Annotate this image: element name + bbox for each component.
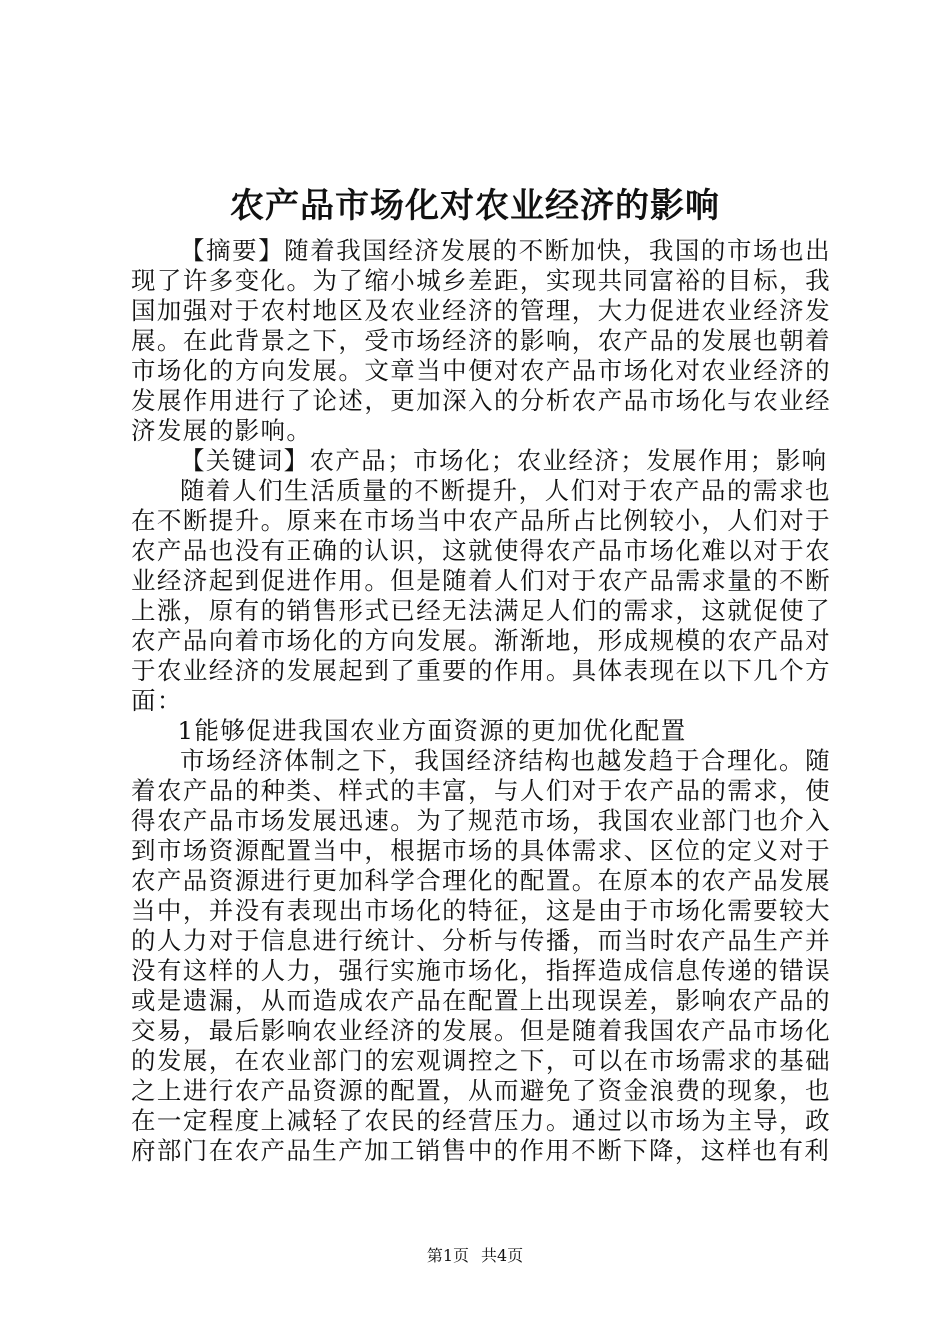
page-total: 共4页 (481, 1246, 524, 1265)
body-paragraph: 市场经济体制之下，我国经济结构也越发趋于合理化。随着农产品的种类、样式的丰富，与人们对于农产品的需求，使得农产品市场发展迅速。为了规范市场，我国农业部门也介入到市场资源配置当中，根据市场的具体需求、区位的定义对于农产品资源进行更加科学合理化的配置。在原本的农产品发展当中，并没有表现出市场化的特征，这是由于市场化需要较大的人力对于信息进行统计、分析与传播，而当时农产品生产并没有这样的人力，强行实施市场化，指挥造成信息传递的错误或是遗漏，从而造成农产品在配置上出现误差，影响农产品的交易，最后影响农业经济的发展。但是随着我国农产品市场化的发展，在农业部门的宏观调控之下，可以在市场需求的基础之上进行农产品资源的配置，从而避免了资金浪费的现象，也在一定程度上减轻了农民的经营压力。通过以市场为主导，政府部门在农产品生产加工销售中的作用不断下降，这样也有利 (131, 746, 831, 1165)
intro-paragraph: 随着人们生活质量的不断提升，人们对于农产品的需求也在不断提升。原来在市场当中农产品所占比例较小，人们对于农产品也没有正确的认识，这就使得农产品市场化难以对于农业经济起到促进作用。但是随着人们对于农产品需求量的不断上涨，原有的销售形式已经无法满足人们的需求，这就促使了农产品向着市场化的方向发展。渐渐地，形成规模的农产品对于农业经济的发展起到了重要的作用。具体表现在以下几个方面： (131, 476, 831, 715)
document-title: 农产品市场化对农业经济的影响 (230, 186, 720, 226)
abstract-paragraph: 【摘要】随着我国经济发展的不断加快，我国的市场也出现了许多变化。为了缩小城乡差距，实现共同富裕的目标，我国加强对于农村地区及农业经济的管理，大力促进农业经济发展。在此背景之下，受市场经济的影响，农产品的发展也朝着市场化的方向发展。文章当中便对农产品市场化对农业经济的发展作用进行了论述，更加深入的分析农产品市场化与农业经济发展的影响。 (131, 236, 831, 445)
section-heading: 1能够促进我国农业方面资源的更加优化配置 (177, 716, 687, 745)
page-number: 第1页 (426, 1246, 469, 1265)
page-footer (0, 1246, 950, 1266)
keywords-paragraph: 【关键词】农产品；市场化；农业经济；发展作用；影响 (180, 446, 828, 475)
document-body (131, 236, 831, 1166)
